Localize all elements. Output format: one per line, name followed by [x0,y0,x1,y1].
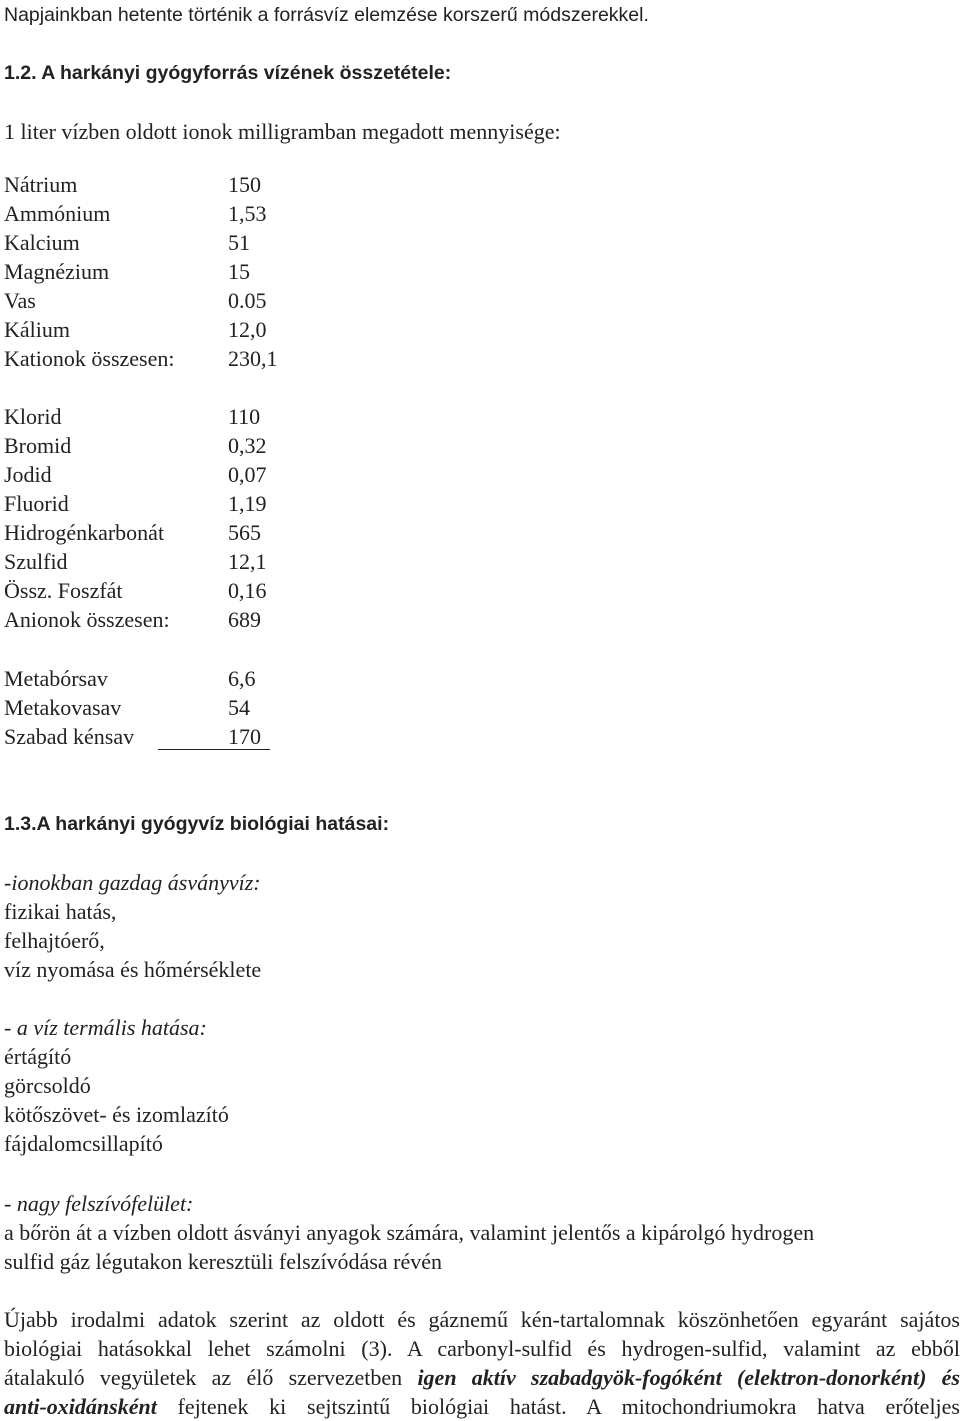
group1-item: felhajtóerő, [4,928,105,953]
group1-title: -ionokban gazdag ásványvíz: [4,870,261,895]
group2-item: kötőszövet- és izomlazító [4,1102,229,1127]
ion-name: Magnézium [4,259,110,284]
group1-item: víz nyomása és hőmérséklete [4,957,262,982]
ion-value: 15 [228,259,250,284]
section-subtitle: 1 liter vízben oldott ionok milligramban megadott mennyisége: [4,119,561,144]
ion-name: Kationok összesen: [4,346,175,371]
ion-value: 54 [228,695,250,720]
ion-value: 689 [228,607,261,632]
ion-value: 12,1 [228,549,267,574]
ion-value: 110 [228,404,261,429]
group3-title: - nagy felszívófelület: [4,1191,194,1216]
ion-name: Szulfid [4,549,68,574]
section-heading-1-3: 1.3.A harkányi gyógyvíz biológiai hatásai: [4,813,390,835]
group1-item: fizikai hatás, [4,899,117,924]
ion-value: 0.05 [228,288,267,313]
ion-name: Jodid [4,462,52,487]
paragraph-emphasis: anti-oxidánsként [4,1394,157,1419]
paragraph-text: biológiai hatásokkal lehet számolni (3). A carbonyl-sulfid és hydrogen-sulfid, valamint az ebből [4,1336,960,1361]
ion-value: 0,16 [228,578,267,603]
ion-name: Össz. Foszfát [4,578,123,603]
ion-name: Vas [4,288,36,313]
group3-text-line: sulfid gáz légutakon keresztüli felszívódása révén [4,1249,443,1274]
paragraph [4,1305,960,1421]
ion-value: 150 [228,172,261,197]
ion-name: Klorid [4,404,62,429]
ion-value: 0,07 [228,462,267,487]
paragraph-text: átalakuló vegyületek az élő szervezetben [4,1365,418,1390]
ion-name: Bromid [4,433,72,458]
ion-value: 51 [228,230,250,255]
ion-name: Hidrogénkarbonát [4,520,165,545]
paragraph-line [4,1392,960,1421]
ion-name: Ammónium [4,201,111,226]
ion-value: 1,53 [228,201,267,226]
ion-value: 6,6 [228,666,256,691]
group3-text-line: a bőrön át a vízben oldott ásványi anyagok számára, valamint jelentős a kipárolgó hydrogen [4,1220,815,1245]
section-heading-1-2: 1.2. A harkányi gyógyforrás vízének összetétele: [4,62,452,84]
ion-name: Szabad kénsav [4,724,135,749]
ion-value: 12,0 [228,317,267,342]
paragraph-line [4,1334,960,1363]
underline-rule [158,749,270,750]
intro-line: Napjainkban hetente történik a forrásvíz elemzése korszerű módszerekkel. [4,4,649,26]
ion-name: Fluorid [4,491,69,516]
group2-item: értágító [4,1044,72,1069]
paragraph-text: fejtenek ki sejtszintű biológiai hatást. A mitochondriumokra hatva erőteljes [156,1394,960,1419]
ion-value: 1,19 [228,491,267,516]
paragraph-line [4,1305,960,1334]
ion-value: 230,1 [228,346,278,371]
paragraph-line [4,1363,960,1392]
ion-name: Kalcium [4,230,80,255]
ion-name: Kálium [4,317,70,342]
group2-item: görcsoldó [4,1073,91,1098]
ion-value: 0,32 [228,433,267,458]
ion-name: Nátrium [4,172,78,197]
paragraph-text: Újabb irodalmi adatok szerint az oldott és gáznemű kén-tartalomnak köszönhetően egyaránt sajátos [4,1307,960,1332]
group2-title: - a víz termális hatása: [4,1015,207,1040]
group2-item: fájdalomcsillapító [4,1131,163,1156]
ion-name: Metabórsav [4,666,108,691]
ion-value: 565 [228,520,261,545]
ion-name: Metakovasav [4,695,122,720]
paragraph-emphasis: igen aktív szabadgyök-fogóként (elektron-donorként) és [417,1365,960,1390]
ion-name: Anionok összesen: [4,607,170,632]
ion-value: 170 [228,724,261,749]
